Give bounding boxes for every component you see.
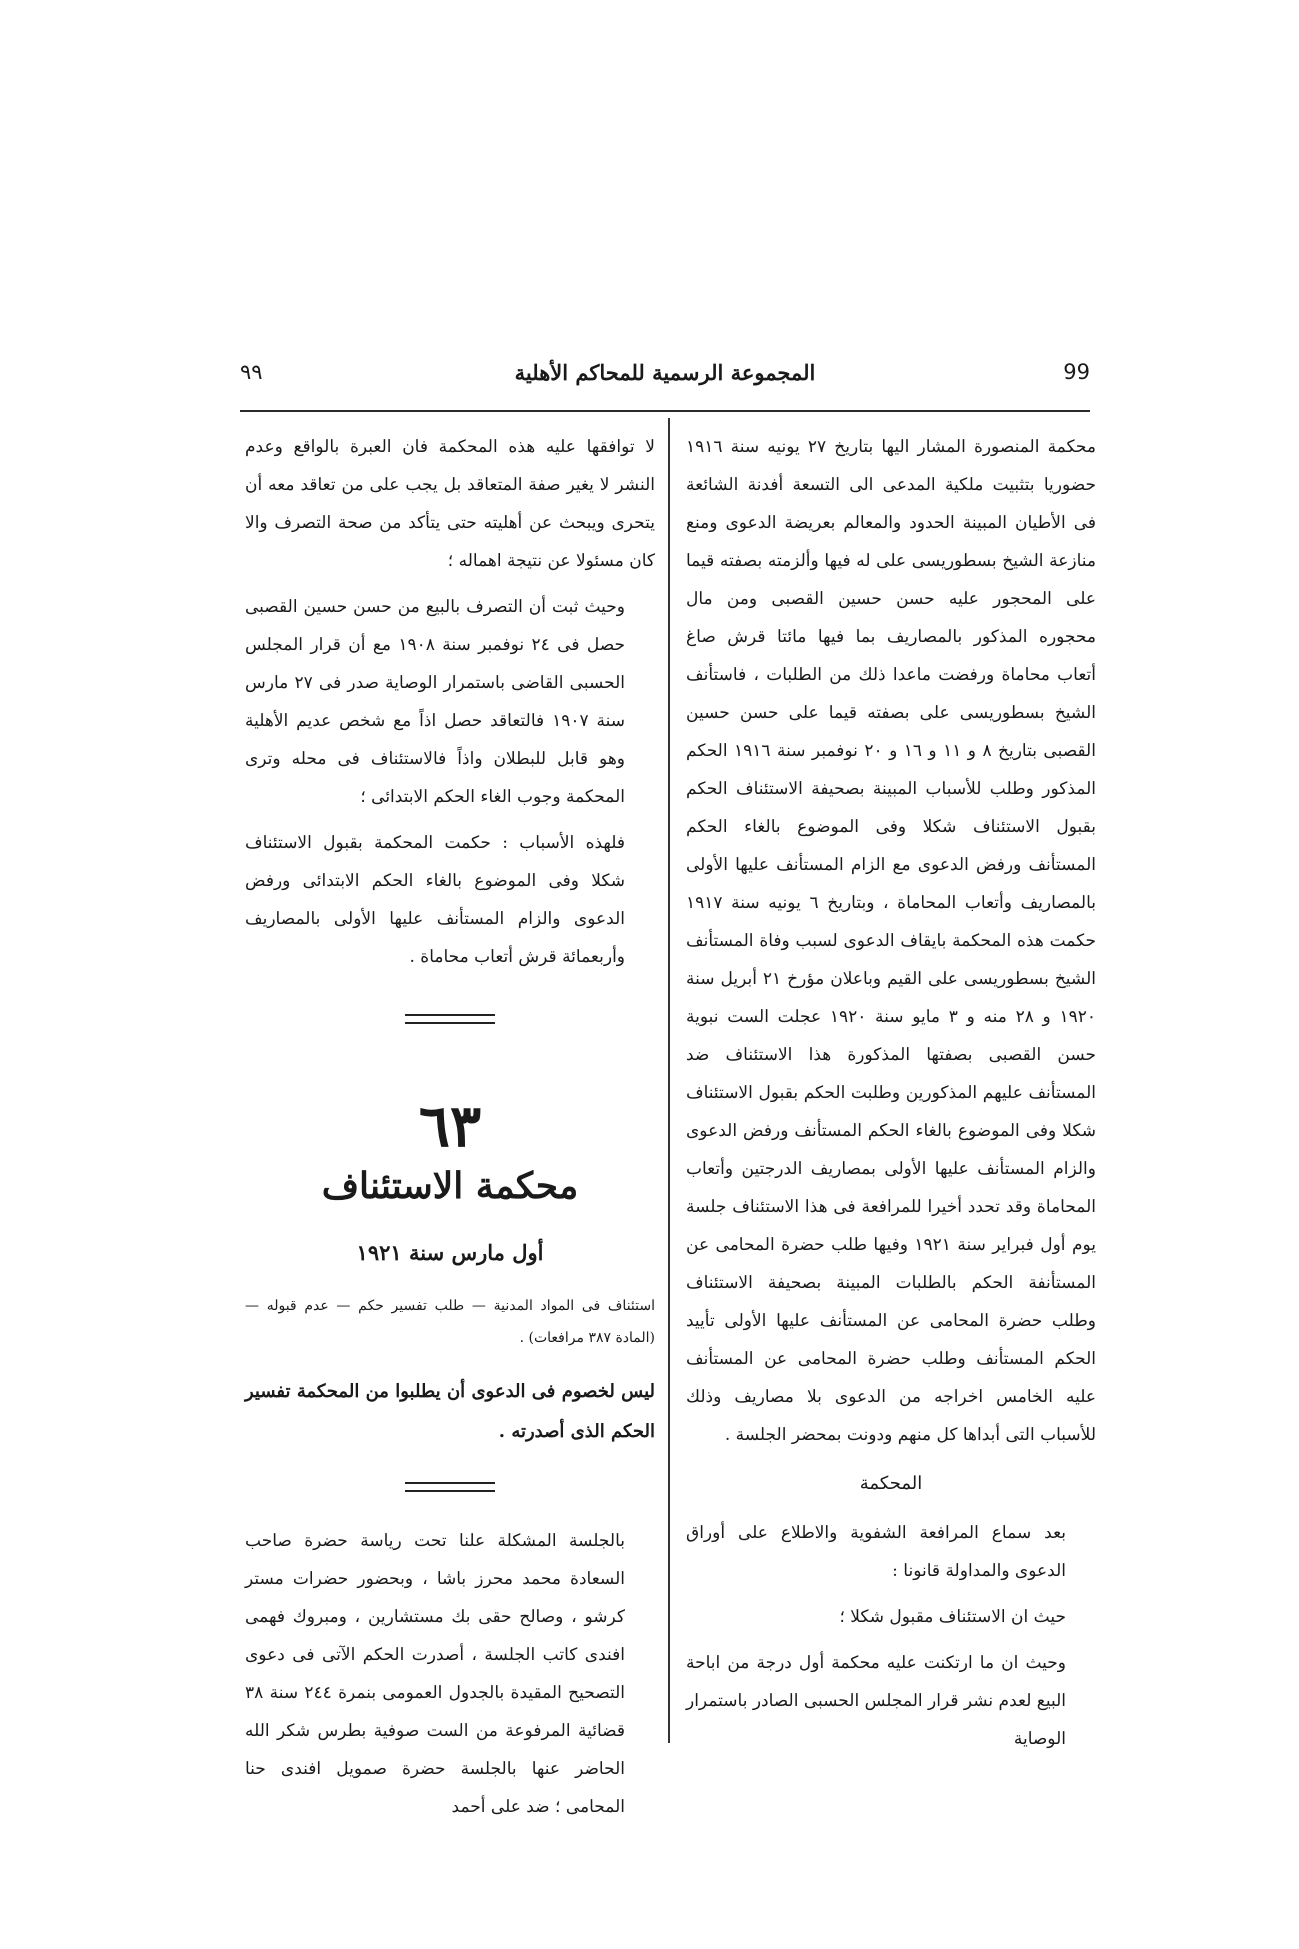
page-number-arabic: ٩٩ — [240, 360, 263, 384]
header-rule — [240, 410, 1090, 412]
body-paragraph: حيث ان الاستئناف مقبول شكلا ؛ — [839, 1607, 1066, 1627]
body-paragraph: بعد سماع المرافعة الشفوية والاطلاع على أوراق الدعوى والمداولة قانونا : — [686, 1523, 1066, 1581]
page-number-latin: 99 — [1063, 360, 1090, 384]
section-heading: المحكمة — [859, 1473, 923, 1494]
body-paragraph: محكمة المنصورة المشار اليها بتاريخ ٢٧ يونيه سنة ١٩١٦ حضوريا بتثبيت ملكية المدعى الى التسعة أفدنة الشائعة فى الأطيان المبينة الحدود والمعالم بعريضة الدعوى ومنع منازعة الشيخ بسطوريسى على له فيها وألزمته بصفته قيما على المحجور عليه حسن حسين القصبى ومن مال محجوره المذكور بالمصاريف بما فيها مائتا قرش صاغ أتعاب محاماة ورفضت ماعدا ذلك من الطلبات ، فاستأنف الشيخ بسطوريسى على بصفته قيما على حسن حسين القصبى بتاريخ ٨ و ١١ و ١٦ و ٢٠ نوفمبر سنة ١٩١٦ الحكم المذكور وطلب للأسباب المبينة بصحيفة الاستئناف الحكم بقبول الاستئناف شكلا وفى الموضوع بالغاء الحكم المستأنف ورفض الدعوى مع الزام المستأنف عليها الأولى بالمصاريف وأتعاب المحاماة ، وبتاريخ ٦ يونيه سنة ١٩١٧ حكمت هذه المحكمة بايقاف الدعوى لسبب وفاة المستأنف الشيخ بسطوريسى على القيم وباعلان مؤرخ ٢١ أبريل سنة ١٩٢٠ و ٢٨ منه و ٣ مايو سنة ١٩٢٠ عجلت الست نبوية حسن القصبى بصفتها المذكورة هذا الاستئناف ضد المستأنف عليهم المذكورين وطلبت الحكم بقبول الاستئناف شكلا وفى الموضوع بالغاء الحكم المستأنف ورفض الدعوى والزام المستأنف عليها الأولى بمصاريف الدرجتين وأتعاب المحاماة وقد تحدد أخيرا للمرافعة فى هذا الاستئناف جلسة يوم أول فبراير سنة ١٩٢١ وفيها طلب حضرة المحامى عن المستأنفة الحكم بالطلبات المبينة بصحيفة الاستئناف وطلب حضرة المحامى عن المستأنف عليها الأولى تأييد الحكم المستأنف وطلب حضرة المحامى عن المستأنف عليه الخامس اخراجه من الدعوى بلا مصاريف وذلك للأسباب التى أبداها كل منهم ودونت بمحضر الجلسة . — [686, 437, 1096, 1445]
section-separator — [405, 1482, 495, 1492]
legal-principle: ليس لخصوم فى الدعوى أن يطلبوا من المحكمة تفسير الحكم الذى أصدرته . — [245, 1381, 655, 1442]
court-name: محكمة الاستئناف — [321, 1165, 579, 1207]
body-paragraph: وحيث ثبت أن التصرف بالبيع من حسن حسين القصبى حصل فى ٢٤ نوفمبر سنة ١٩٠٨ مع أن قرار المجلس الحسبى القاضى باستمرار الوصاية صدر فى ٢٧ مارس سنة ١٩٠٧ فالتعاقد حصل اذاً مع شخص عديم الأهلية وهو قابل للبطلان واذاً فالاستئناف فى محله وترى المحكمة وجوب الغاء الحكم الابتدائى ؛ — [245, 597, 625, 807]
body-paragraph: فلهذه الأسباب : حكمت المحكمة بقبول الاستئناف شكلا وفى الموضوع بالغاء الحكم الابتدائى ورفض الدعوى والزام المستأنف عليها الأولى بالمصاريف وأربعمائة قرش أتعاب محاماة . — [245, 833, 625, 967]
journal-title: المجموعة الرسمية للمحاكم الأهلية — [514, 360, 816, 385]
body-paragraph: لا توافقها عليه هذه المحكمة فان العبرة بالواقع وعدم النشر لا يغير صفة المتعاقد بل يجب على من تعاقد معه أن يتحرى ويبحث عن أهليته حتى يتأكد من صحة التصرف والا كان مسئولا عن نتيجة اهماله ؛ — [245, 437, 655, 571]
case-number: ٦٣ — [418, 1092, 482, 1160]
session-paragraph: بالجلسة المشكلة علنا تحت رياسة حضرة صاحب السعادة محمد محرز باشا ، وبحضور حضرات مستر كرشو ، وصالح حقى بك مستشارين ، ومبروك فهمى افندى كاتب الجلسة ، أصدرت الحكم الآتى فى دعوى التصحيح المقيدة بالجدول العمومى بنمرة ٢٤٤ سنة ٣٨ قضائية المرفوعة من الست صوفية بطرس شكر الله الحاضر عنها بالجلسة حضرة صمويل افندى حنا المحامى ؛ ضد على أحمد — [245, 1531, 625, 1817]
left-column — [245, 428, 655, 1826]
page-header — [240, 360, 1090, 400]
right-column — [686, 428, 1096, 1758]
case-keywords: استئناف فى المواد المدنية — طلب تفسير حكم — عدم قبوله — (المادة ٣٨٧ مرافعات) . — [245, 1298, 655, 1346]
body-paragraph: وحيث ان ما ارتكنت عليه محكمة أول درجة من اباحة البيع لعدم نشر قرار المجلس الحسبى الصادر باستمرار الوصاية — [686, 1653, 1066, 1749]
decision-date: أول مارس سنة ١٩٢١ — [356, 1240, 544, 1265]
column-divider — [668, 418, 670, 1743]
section-separator — [405, 1014, 495, 1024]
